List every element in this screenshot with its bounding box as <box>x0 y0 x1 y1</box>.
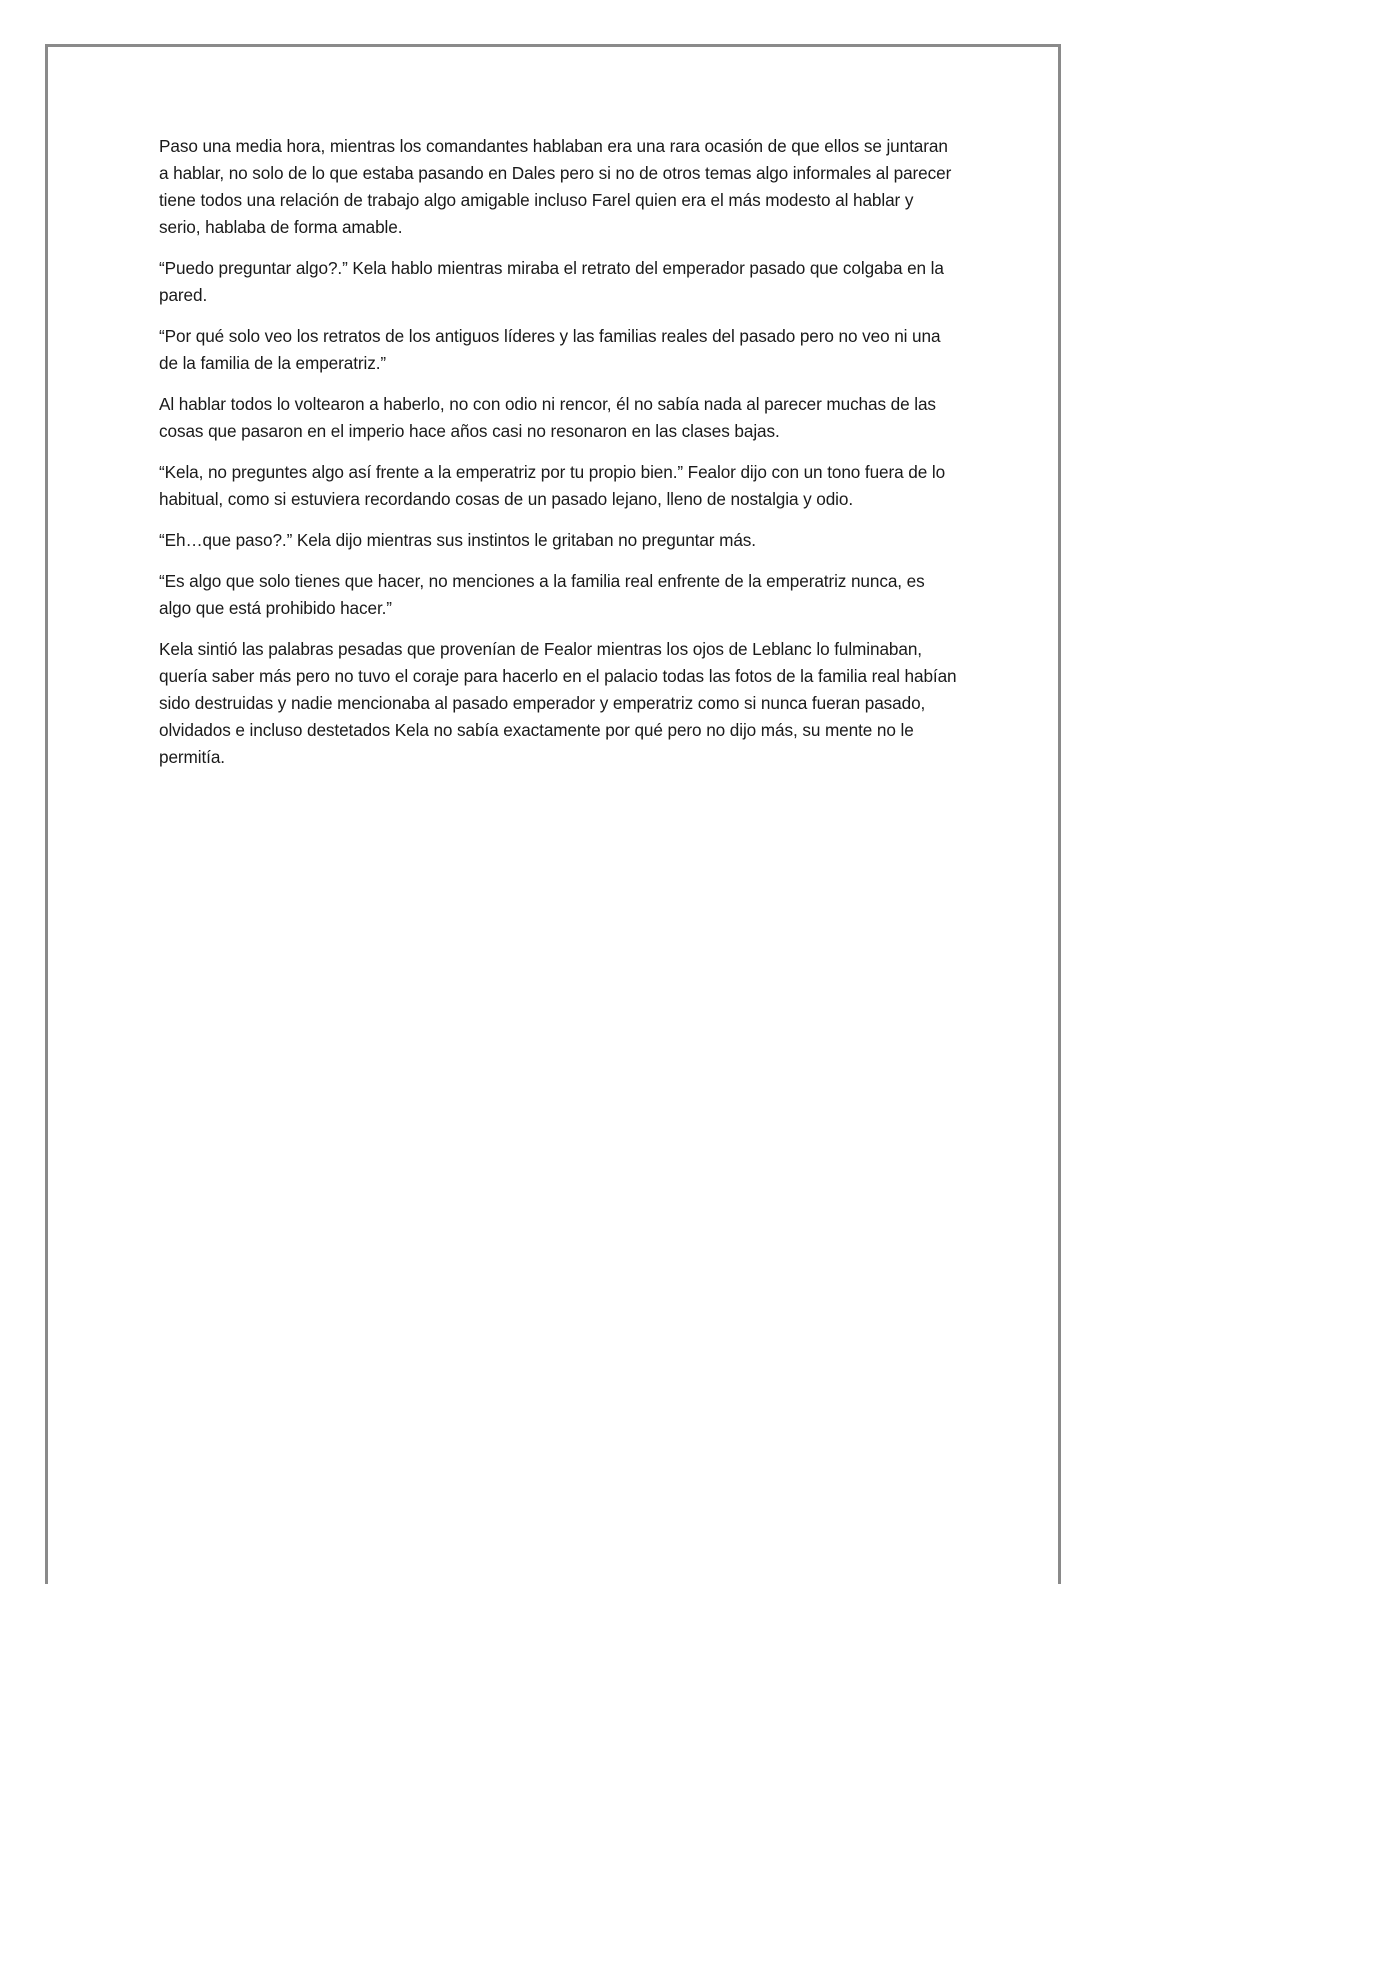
paragraph: “Es algo que solo tienes que hacer, no menciones a la familia real enfrente de la emperatriz nunca, es algo que está prohibido hacer.” <box>159 571 925 618</box>
paragraph: “Puedo preguntar algo?.” Kela hablo mientras miraba el retrato del emperador pasado que colgaba en la pared. <box>159 258 944 305</box>
paragraph: Paso una media hora, mientras los comandantes hablaban era una rara ocasión de que ellos se juntaran a hablar, no solo de lo que estaba pasando en Dales pero si no de otros temas algo informales al parecer tiene todos una relación de trabajo algo amigable incluso Farel quien era el más modesto al hablar y serio, hablaba de forma amable. <box>159 136 952 237</box>
document-body <box>159 133 959 785</box>
paragraph: Al hablar todos lo voltearon a haberlo, no con odio ni rencor, él no sabía nada al parecer muchas de las cosas que pasaron en el imperio hace años casi no resonaron en las clases bajas. <box>159 394 936 441</box>
paragraph: “Eh…que paso?.” Kela dijo mientras sus instintos le gritaban no preguntar más. <box>159 530 756 550</box>
paragraph: “Por qué solo veo los retratos de los antiguos líderes y las familias reales del pasado pero no veo ni una de la familia de la emperatriz.” <box>159 326 941 373</box>
paragraph: “Kela, no preguntes algo así frente a la emperatriz por tu propio bien.” Fealor dijo con un tono fuera de lo habitual, como si estuviera recordando cosas de un pasado lejano, lleno de nostalgia y odio. <box>159 462 946 509</box>
paragraph: Kela sintió las palabras pesadas que provenían de Fealor mientras los ojos de Leblanc lo fulminaban, quería saber más pero no tuvo el coraje para hacerlo en el palacio todas las fotos de la familia real habían sido destruidas y nadie mencionaba al pasado emperador y emperatriz como si nunca fueran pasado, olvidados e incluso destetados Kela no sabía exactamente por qué pero no dijo más, su mente no le permitía. <box>159 639 957 767</box>
